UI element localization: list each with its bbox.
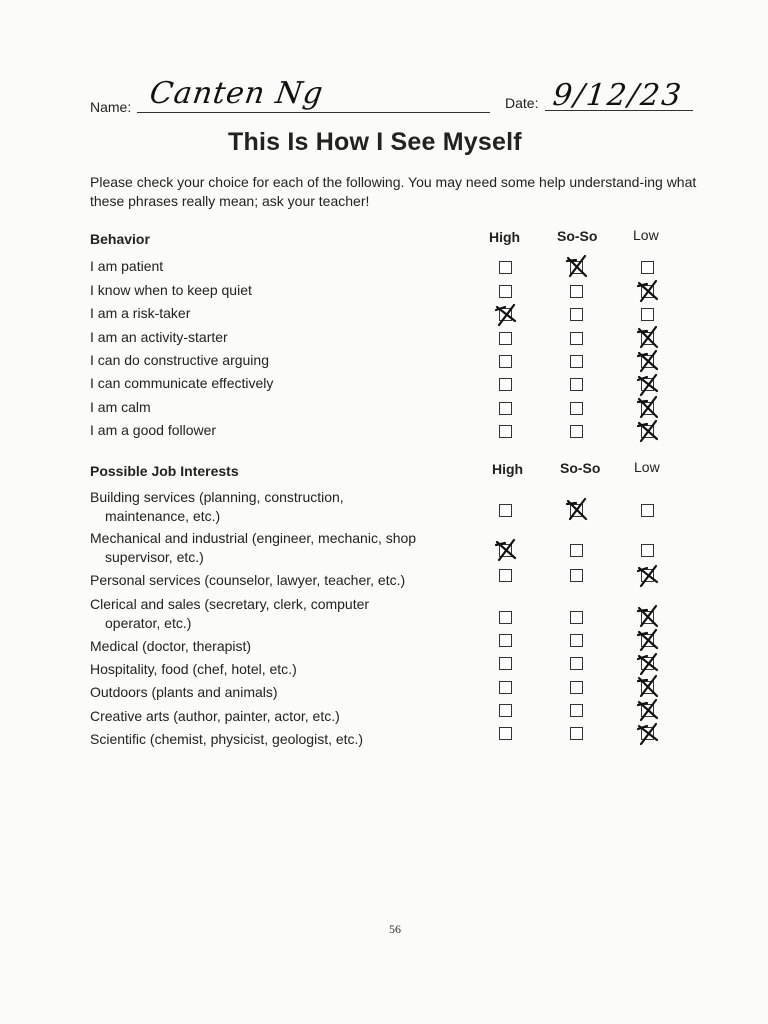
behavior-item-text: I know when to keep quiet bbox=[90, 282, 252, 298]
jobs-checkbox-high[interactable] bbox=[499, 611, 512, 624]
jobs-checkbox-soso[interactable] bbox=[570, 504, 583, 517]
jobs-checkbox-low[interactable] bbox=[641, 657, 654, 670]
behavior-checkbox-high[interactable] bbox=[499, 378, 512, 391]
jobs-item-text: Personal services (counselor, lawyer, teacher, etc.) bbox=[90, 572, 406, 588]
jobs-item-label bbox=[90, 571, 405, 590]
behavior-checkbox-low[interactable] bbox=[641, 308, 654, 321]
jobs-checkbox-high[interactable] bbox=[499, 681, 512, 694]
jobs-item-text: Building services (planning, construction, bbox=[90, 489, 344, 505]
jobs-checkbox-low[interactable] bbox=[641, 611, 654, 624]
behavior-checkbox-high[interactable] bbox=[499, 355, 512, 368]
jobs-item-label bbox=[90, 595, 369, 633]
jobs-checkbox-high[interactable] bbox=[499, 634, 512, 647]
jobs-checkbox-soso[interactable] bbox=[570, 569, 583, 582]
behavior-heading: Behavior bbox=[90, 231, 150, 247]
jobs-checkbox-high[interactable] bbox=[499, 727, 512, 740]
jobs-checkbox-low[interactable] bbox=[641, 504, 654, 517]
behavior-checkbox-soso[interactable] bbox=[570, 402, 583, 415]
jobs-item-text-cont: supervisor, etc.) bbox=[105, 549, 204, 565]
jobs-checkbox-low[interactable] bbox=[641, 634, 654, 647]
name-handwritten: Canten Ng bbox=[147, 76, 326, 111]
jobs-checkbox-high[interactable] bbox=[499, 704, 512, 717]
behavior-item-text: I am an activity-starter bbox=[90, 329, 228, 345]
behavior-checkbox-high[interactable] bbox=[499, 308, 512, 321]
behavior-col-high: High bbox=[489, 229, 521, 245]
behavior-checkbox-low[interactable] bbox=[641, 425, 654, 438]
jobs-checkbox-soso[interactable] bbox=[570, 634, 583, 647]
jobs-checkbox-high[interactable] bbox=[499, 569, 512, 582]
behavior-item-text: I can do constructive arguing bbox=[90, 352, 269, 368]
jobs-col-low: Low bbox=[634, 459, 660, 475]
name-underline bbox=[137, 112, 490, 113]
behavior-item-label bbox=[90, 281, 252, 300]
behavior-checkbox-high[interactable] bbox=[499, 425, 512, 438]
behavior-checkbox-low[interactable] bbox=[641, 285, 654, 298]
jobs-checkbox-soso[interactable] bbox=[570, 657, 583, 670]
behavior-checkbox-high[interactable] bbox=[499, 261, 512, 274]
jobs-checkbox-soso[interactable] bbox=[570, 611, 583, 624]
behavior-checkbox-low[interactable] bbox=[641, 261, 654, 274]
behavior-item-text: I can communicate effectively bbox=[90, 375, 274, 391]
jobs-item-text: Medical (doctor, therapist) bbox=[90, 638, 252, 654]
behavior-item-text: I am patient bbox=[90, 258, 164, 274]
jobs-item-text-cont: operator, etc.) bbox=[105, 615, 192, 631]
behavior-item-label bbox=[90, 398, 151, 417]
behavior-checkbox-high[interactable] bbox=[499, 332, 512, 345]
jobs-checkbox-soso[interactable] bbox=[570, 727, 583, 740]
behavior-item-text: I am a risk-taker bbox=[90, 305, 191, 321]
jobs-item-text: Mechanical and industrial (engineer, mechanic, shop bbox=[90, 530, 417, 546]
jobs-checkbox-low[interactable] bbox=[641, 681, 654, 694]
jobs-item-label bbox=[90, 529, 416, 567]
behavior-checkbox-soso[interactable] bbox=[570, 308, 583, 321]
page-title: This Is How I See Myself bbox=[228, 128, 522, 156]
behavior-checkbox-soso[interactable] bbox=[570, 355, 583, 368]
behavior-checkbox-low[interactable] bbox=[641, 332, 654, 345]
behavior-item-label bbox=[90, 304, 190, 323]
date-label: Date: bbox=[505, 95, 539, 111]
jobs-item-text: Clerical and sales (secretary, clerk, computer bbox=[90, 596, 370, 612]
jobs-checkbox-high[interactable] bbox=[499, 504, 512, 517]
instructions: Please check your choice for each of the following. You may need some help understand-ing what these phrases really mean; ask your teacher! bbox=[90, 174, 697, 209]
jobs-item-text: Creative arts (author, painter, actor, etc.) bbox=[90, 708, 340, 724]
behavior-checkbox-high[interactable] bbox=[499, 402, 512, 415]
jobs-col-soso: So-So bbox=[560, 460, 601, 476]
jobs-checkbox-low[interactable] bbox=[641, 727, 654, 740]
behavior-col-soso: So-So bbox=[557, 228, 598, 244]
behavior-checkbox-soso[interactable] bbox=[570, 425, 583, 438]
jobs-checkbox-low[interactable] bbox=[641, 569, 654, 582]
jobs-checkbox-low[interactable] bbox=[641, 544, 654, 557]
behavior-checkbox-low[interactable] bbox=[641, 402, 654, 415]
behavior-checkbox-high[interactable] bbox=[499, 285, 512, 298]
page-number: 56 bbox=[389, 922, 401, 936]
jobs-checkbox-soso[interactable] bbox=[570, 544, 583, 557]
behavior-item-label bbox=[90, 257, 163, 276]
behavior-item-label bbox=[90, 328, 228, 347]
jobs-col-high: High bbox=[492, 461, 524, 477]
behavior-checkbox-low[interactable] bbox=[641, 355, 654, 368]
behavior-checkbox-soso[interactable] bbox=[570, 285, 583, 298]
name-label: Name: bbox=[90, 99, 132, 115]
behavior-item-label bbox=[90, 351, 269, 370]
jobs-heading: Possible Job Interests bbox=[90, 463, 239, 479]
behavior-checkbox-low[interactable] bbox=[641, 378, 654, 391]
behavior-col-low: Low bbox=[633, 227, 659, 243]
behavior-checkbox-soso[interactable] bbox=[570, 332, 583, 345]
jobs-checkbox-low[interactable] bbox=[641, 704, 654, 717]
behavior-checkbox-soso[interactable] bbox=[570, 261, 583, 274]
behavior-item-text: I am a good follower bbox=[90, 422, 217, 438]
jobs-checkbox-soso[interactable] bbox=[570, 704, 583, 717]
jobs-checkbox-high[interactable] bbox=[499, 544, 512, 557]
jobs-item-label bbox=[90, 637, 251, 656]
jobs-checkbox-high[interactable] bbox=[499, 657, 512, 670]
behavior-item-label bbox=[90, 374, 273, 393]
jobs-item-label bbox=[90, 660, 297, 679]
jobs-checkbox-soso[interactable] bbox=[570, 681, 583, 694]
jobs-item-label bbox=[90, 683, 278, 702]
jobs-item-text: Hospitality, food (chef, hotel, etc.) bbox=[90, 661, 297, 677]
date-handwritten: 9/12/23 bbox=[551, 78, 685, 113]
jobs-item-text: Outdoors (plants and animals) bbox=[90, 684, 278, 700]
behavior-item-text: I am calm bbox=[90, 399, 151, 415]
jobs-item-label bbox=[90, 488, 344, 526]
jobs-item-label bbox=[90, 730, 363, 749]
jobs-item-text: Scientific (chemist, physicist, geologist, etc.) bbox=[90, 731, 364, 747]
jobs-item-label bbox=[90, 707, 340, 726]
behavior-checkbox-soso[interactable] bbox=[570, 378, 583, 391]
jobs-item-text-cont: maintenance, etc.) bbox=[105, 508, 221, 524]
behavior-item-label bbox=[90, 421, 216, 440]
